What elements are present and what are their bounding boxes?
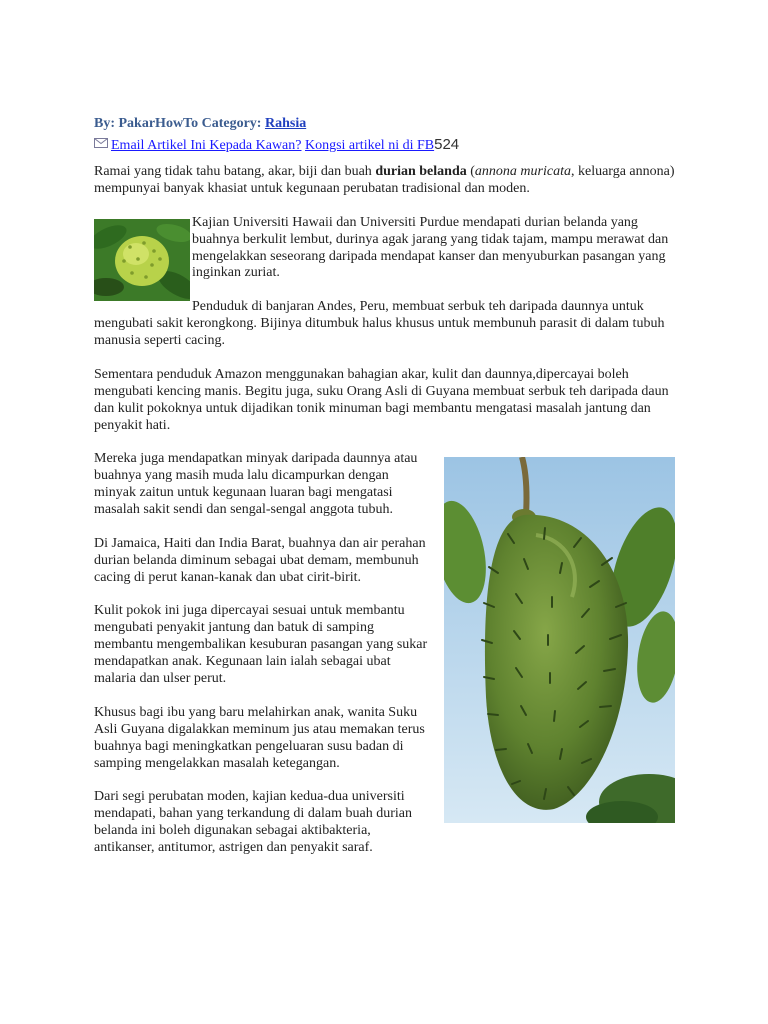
paragraph-4: Sementara penduduk Amazon menggunakan bahagian akar, kulit dan daunnya,dipercayai boleh mengubati kencing manis. Begitu juga, suku Orang Asli di Guyana membuat serbuk teh daripada daun dan kulit pokoknya untuk dijadikan tonik minuman bagi membantu mengatasi masalah jantung dan penyakit hati.: [94, 366, 669, 433]
article-byline: [94, 116, 306, 132]
article-body: [94, 164, 679, 874]
paragraph-6: Di Jamaica, Haiti dan India Barat, buahnya dan air perahan durian belanda diminum sebagai ubat demam, membunuh cacing di perut kanan-kanak dan ubat cirit-birit.: [94, 535, 426, 585]
p1-text-b: (: [466, 164, 475, 179]
paragraph-9: Dari segi perubatan moden, kajian kedua-dua universiti mendapati, bahan yang terkandung di dalam buah durian belanda ini boleh digunakan sebagai aktibakteria, antikanser, antitumor, astrigen dan penyakit saraf.: [94, 789, 413, 856]
p1-text-c: , keluarga annona) mempunyai banyak khasiat untuk kegunaan perubatan tradisional dan moden.: [94, 164, 675, 196]
p1-text-a: Ramai yang tidak tahu batang, akar, biji dan buah: [94, 164, 376, 179]
byline-prefix: By: PakarHowTo Category:: [94, 116, 265, 131]
share-count: 524: [434, 136, 460, 153]
paragraph-5: Mereka juga mendapatkan minyak daripada daunnya atau buahnya yang masih muda lalu dicampurkan dengan minyak zaitun untuk kegunaan luaran bagi mengatasi masalah sakit sendi dan sengal-sengal anggota tubuh.: [94, 451, 418, 518]
paragraph-1: [94, 164, 679, 198]
soursop-fruit-image: [444, 457, 675, 823]
paragraph-8: Khusus bagi ibu yang baru melahirkan anak, wanita Suku Asli Guyana digalakkan meminum jus atau memakan terus buahnya bagi meningkatkan pengeluaran susu badan di samping mengelakkan masalah ketegangan.: [94, 704, 425, 771]
article-share-links: [94, 136, 459, 154]
envelope-icon: [94, 137, 108, 153]
category-link[interactable]: Rahsia: [264, 116, 307, 131]
p1-scientific-name: annona muricata: [474, 164, 571, 179]
paragraph-2: Kajian Universiti Hawaii dan Universiti Purdue mendapati durian belanda yang buahnya berkulit lembut, durinya agak jarang yang tidak tajam, mampu merawat dan mengelakkan seseorang daripada mendapat kanser dan menyuburkan pasangan yang inginkan zuriat.: [192, 214, 669, 281]
p1-bold-term: durian belanda: [375, 164, 467, 179]
paragraph-7: Kulit pokok ini juga dipercayai sesuai untuk membantu mengubati penyakit jantung dan batuk di samping membantu mengembalikan kesuburan pasangan yang sukar mendapatkan anak. Kegunaan lain ialah sebagai ubat malaria dan ulser perut.: [94, 603, 428, 687]
soursop-thumbnail-image: [94, 219, 190, 301]
paragraph-3: Penduduk di banjaran Andes, Peru, membuat serbuk teh daripada daunnya untuk mengubati sakit kerongkong. Bijinya ditumbuk halus khusus untuk membunuh parasit di dalam tubuh manusia seperti cacing.: [94, 299, 665, 349]
share-facebook-link[interactable]: Kongsi artikel ni di FB: [304, 138, 435, 153]
email-article-link[interactable]: Email Artikel Ini Kepada Kawan?: [111, 138, 302, 153]
